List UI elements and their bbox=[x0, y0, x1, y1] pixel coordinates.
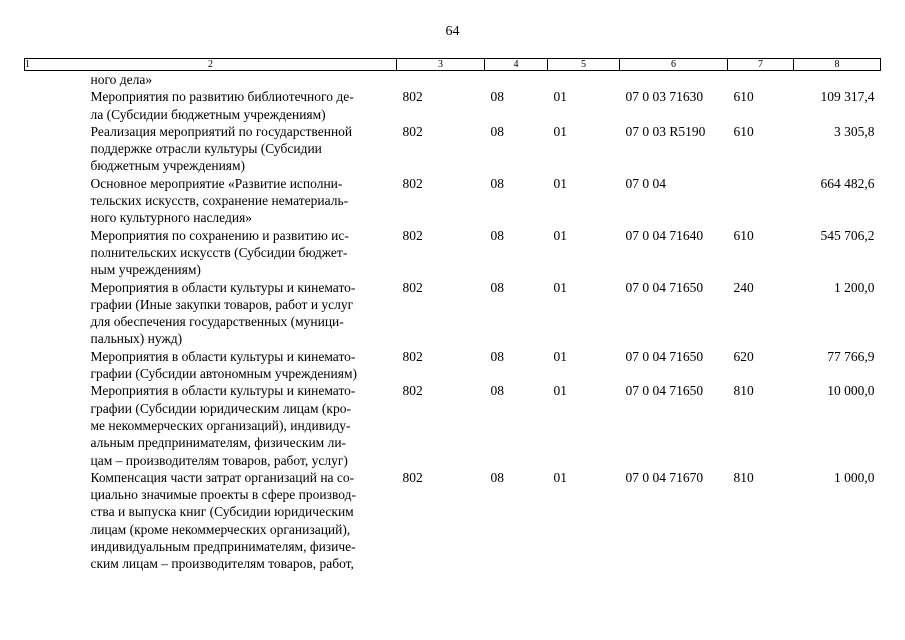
cell-csr: 07 0 04 71650 bbox=[625, 348, 704, 364]
cell-rz: 08 bbox=[490, 469, 504, 485]
cell-vr: 610 bbox=[733, 123, 754, 139]
cell-rz: 08 bbox=[490, 89, 504, 105]
cell-pr: 01 bbox=[553, 175, 567, 191]
cell-rz: 08 bbox=[490, 175, 504, 191]
name-line: Реализация мероприятий по государственной bbox=[90, 123, 353, 139]
table-row bbox=[25, 382, 881, 468]
cell-sum: 77 766,9 bbox=[827, 348, 875, 364]
name-line: лицам (кроме некоммерческих организаций), bbox=[90, 521, 351, 537]
cell-pr: 01 bbox=[553, 123, 567, 139]
table-body bbox=[25, 71, 881, 573]
cell-grbs: 802 bbox=[402, 175, 423, 191]
cell-grbs: 802 bbox=[402, 89, 423, 105]
cell-pr: 01 bbox=[553, 89, 567, 105]
cell-vr: 610 bbox=[733, 227, 754, 243]
header-col-2: 2 bbox=[25, 59, 397, 71]
page-number: 64 bbox=[445, 24, 460, 39]
name-line: ским лицам – производителям товаров, работ, bbox=[90, 556, 354, 572]
name-line: ного культурного наследия» bbox=[90, 210, 253, 226]
name-line: Мероприятия по развитию библиотечного де- bbox=[90, 89, 354, 105]
header-col-6: 6 bbox=[620, 59, 728, 71]
header-col-4: 4 bbox=[485, 59, 548, 71]
name-line: поддержке отрасли культуры (Субсидии bbox=[90, 141, 322, 157]
name-line: Мероприятия в области культуры и кинемато- bbox=[90, 383, 356, 399]
cell-name bbox=[25, 123, 397, 175]
cell-pr: 01 bbox=[553, 227, 567, 243]
cell-sum: 664 482,6 bbox=[820, 175, 875, 191]
table-row bbox=[25, 279, 881, 348]
name-line: Мероприятия в области культуры и кинемато- bbox=[90, 348, 356, 364]
name-line: индивидуальным предпринимателям, физиче- bbox=[90, 539, 356, 555]
name-line: циально значимые проекты в сфере производ- bbox=[90, 487, 356, 503]
continuation-row bbox=[25, 71, 881, 89]
cell-rz: 08 bbox=[490, 123, 504, 139]
cell-grbs: 802 bbox=[402, 227, 423, 243]
cell-sum: 545 706,2 bbox=[820, 227, 875, 243]
name-line: Основное мероприятие «Развитие исполни- bbox=[90, 175, 343, 191]
cell-pr: 01 bbox=[553, 383, 567, 399]
table-row bbox=[25, 469, 881, 573]
continuation-text bbox=[25, 71, 397, 89]
cell-grbs: 802 bbox=[402, 123, 423, 139]
budget-table bbox=[24, 58, 881, 573]
cell-pr: 01 bbox=[553, 279, 567, 295]
cell-csr: 07 0 04 71650 bbox=[625, 279, 704, 295]
name-line: цам – производителям товаров, работ, услуг) bbox=[90, 452, 348, 468]
cell-name bbox=[25, 88, 397, 123]
header-col-5: 5 bbox=[548, 59, 620, 71]
header-row: 1 2 3 4 5 6 7 8 bbox=[25, 59, 881, 71]
cell-rz: 08 bbox=[490, 227, 504, 243]
name-line: Компенсация части затрат организаций на со- bbox=[90, 469, 355, 485]
name-line: полнительских искусств (Субсидии бюджет- bbox=[90, 244, 348, 260]
cell-name bbox=[25, 175, 397, 227]
name-line: Мероприятия в области культуры и кинемато- bbox=[90, 279, 356, 295]
cell-pr: 01 bbox=[553, 469, 567, 485]
cell-vr: 810 bbox=[733, 469, 754, 485]
table-row bbox=[25, 88, 881, 123]
table-row bbox=[25, 123, 881, 175]
name-line: тельских искусств, сохранение нематериаль- bbox=[90, 193, 349, 209]
name-line: для обеспечения государственных (муници- bbox=[90, 314, 344, 330]
cell-rz: 08 bbox=[490, 383, 504, 399]
name-line: ла (Субсидии бюджетным учреждениям) bbox=[90, 106, 326, 122]
cell-name bbox=[25, 469, 397, 573]
cell-csr: 07 0 04 bbox=[625, 175, 666, 191]
cell-name bbox=[25, 382, 397, 468]
cell-rz: 08 bbox=[490, 348, 504, 364]
header-col-3: 3 bbox=[397, 59, 485, 71]
cell-vr: 620 bbox=[733, 348, 754, 364]
cell-sum: 3 305,8 bbox=[834, 123, 875, 139]
cell-name bbox=[25, 279, 397, 348]
cell-grbs: 802 bbox=[402, 469, 423, 485]
cell-rz: 08 bbox=[490, 279, 504, 295]
cell-sum: 1 000,0 bbox=[834, 469, 875, 485]
cell-vr: 810 bbox=[733, 383, 754, 399]
cell-vr: 240 bbox=[733, 279, 754, 295]
cell-pr: 01 bbox=[553, 348, 567, 364]
cell-grbs: 802 bbox=[402, 279, 423, 295]
continuation-line: ного дела» bbox=[90, 72, 153, 87]
table-row bbox=[25, 348, 881, 383]
name-line: графии (Субсидии юридическим лицам (кро- bbox=[90, 400, 351, 416]
cell-csr: 07 0 03 71630 bbox=[625, 89, 704, 105]
name-line: бюджетным учреждениям) bbox=[90, 158, 246, 174]
name-line: Мероприятия по сохранению и развитию ис- bbox=[90, 227, 349, 243]
cell-grbs: 802 bbox=[402, 383, 423, 399]
cell-grbs: 802 bbox=[402, 348, 423, 364]
cell-sum: 109 317,4 bbox=[820, 89, 875, 105]
name-line: ме некоммерческих организаций), индивиду- bbox=[90, 417, 351, 433]
cell-vr bbox=[728, 175, 794, 227]
name-line: графии (Иные закупки товаров, работ и услуг bbox=[90, 296, 354, 312]
table-row bbox=[25, 175, 881, 227]
header-col-8: 8 bbox=[794, 59, 881, 71]
cell-csr: 07 0 04 71640 bbox=[625, 227, 704, 243]
name-line: ным учреждениям) bbox=[90, 262, 201, 278]
cell-vr: 610 bbox=[733, 89, 754, 105]
cell-csr: 07 0 04 71670 bbox=[625, 469, 704, 485]
cell-name bbox=[25, 227, 397, 279]
name-line: пальных) нужд) bbox=[90, 331, 183, 347]
name-line: ства и выпуска книг (Субсидии юридическим bbox=[90, 504, 354, 520]
cell-sum: 10 000,0 bbox=[827, 383, 875, 399]
name-line: альным предпринимателям, физическим ли- bbox=[90, 435, 347, 451]
header-col-7: 7 bbox=[728, 59, 794, 71]
cell-name bbox=[25, 348, 397, 383]
cell-csr: 07 0 03 R5190 bbox=[625, 123, 706, 139]
cell-sum: 1 200,0 bbox=[834, 279, 875, 295]
cell-csr: 07 0 04 71650 bbox=[625, 383, 704, 399]
table-row bbox=[25, 227, 881, 279]
name-line: графии (Субсидии автономным учреждениям) bbox=[90, 366, 358, 382]
